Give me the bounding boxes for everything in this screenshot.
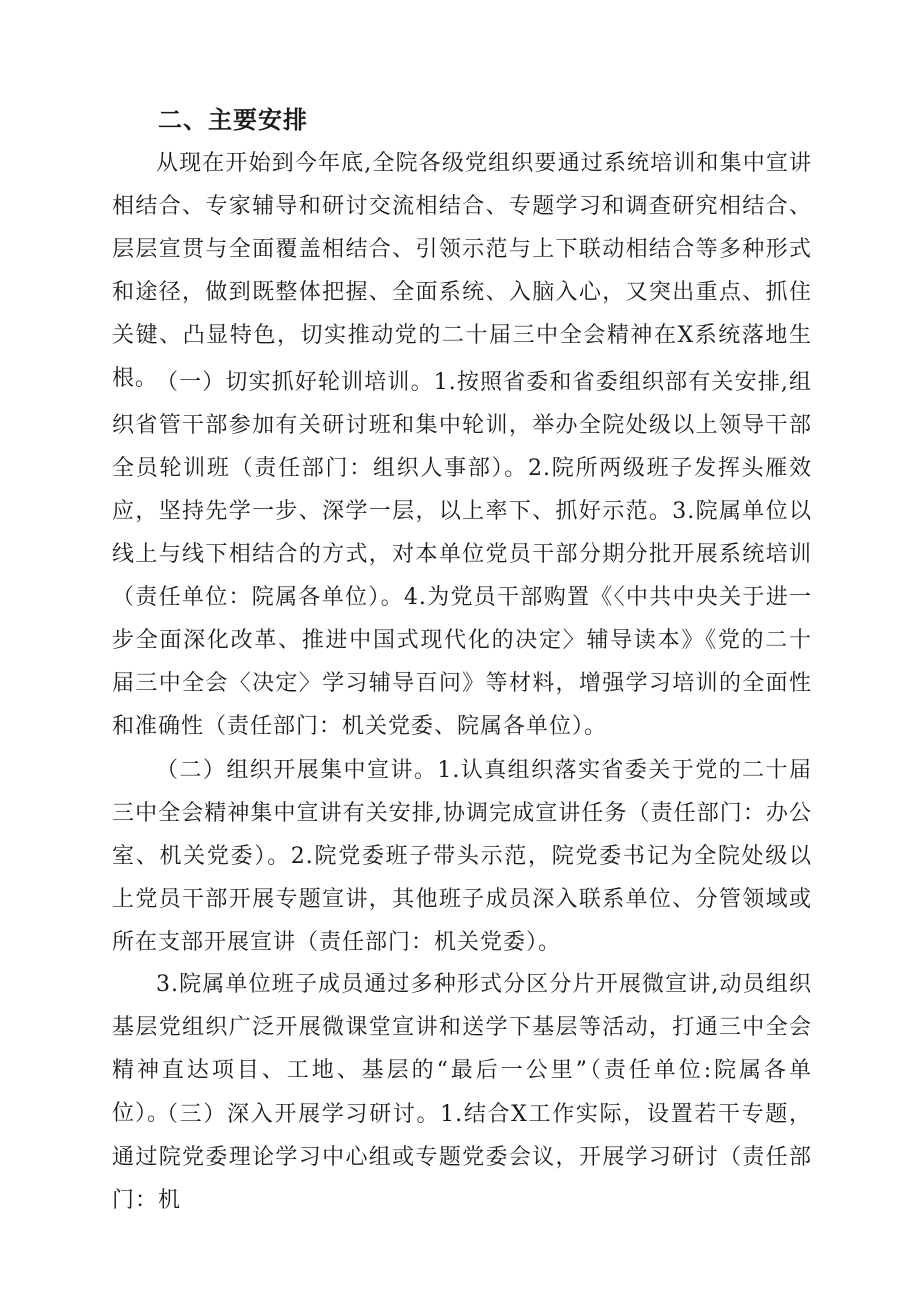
section-heading: 二、主要安排 — [158, 106, 308, 134]
paragraph-training: （一）切实抓好轮训培训。1.按照省委和省委组织部有关安排,组织省管干部参加有关研讨班和集中轮训，举办全院处级以上领导干部全员轮训班（责任部门：组织人事部）。2.院所两级班子发挥头雁效应，坚持先学一步、深学一层，以上率下、抓好示范。3.院属单位以线上与线下相结合的方式，对本单位党员干部分期分批开展系统培训（责任单位：院属各单位）。4.为党员干部购置《〈中共中央关于进一步全面深化改革、推进中国式现代化的决定〉辅导读本》《党的二十届三中全会〈决定〉学习辅导百问》等材料，增强学习培训的全面性和准确性（责任部门：机关党委、院属各单位）。 — [112, 370, 812, 739]
paragraph-preaching: （二）组织开展集中宣讲。1.认真组织落实省委关于党的二十届三中全会精神集中宣讲有关安排,协调完成宣讲任务（责任部门：办公室、机关党委）。2.院党委班子带头示范，院党委书记为全院处级以上党员干部开展专题宣讲，其他班子成员深入联系单位、分管领域或所在支部开展宣讲（责任部门：机关党委）。 — [112, 758, 812, 955]
paragraph-overview: 从现在开始到今年底,全院各级党组织要通过系统培训和集中宣讲相结合、专家辅导和研讨交流相结合、专题学习和调查研究相结合、层层宣贯与全面覆盖相结合、引领示范与上下联动相结合等多种形式和途径，做到既整体把握、全面系统、入脑入心，又突出重点、抓住关键、凸显特色，切实推动党的二十届三中全会精神在X系统落地生根。 — [112, 151, 812, 391]
paragraph-micro-preaching: 3.院属单位班子成员通过多种形式分区分片开展微宣讲,动员组织基层党组织广泛开展微课堂宣讲和送学下基层等活动，打通三中全会精神直达项目、工地、基层的“最后一公里”（责任单位:院属各单位）。 — [112, 972, 812, 1126]
paragraph-study-discussion: （三）深入开展学习研讨。1.结合X工作实际，设置若干专题，通过院党委理论学习中心组或专题党委会议，开展学习研讨（责任部门：机 — [112, 1102, 812, 1213]
